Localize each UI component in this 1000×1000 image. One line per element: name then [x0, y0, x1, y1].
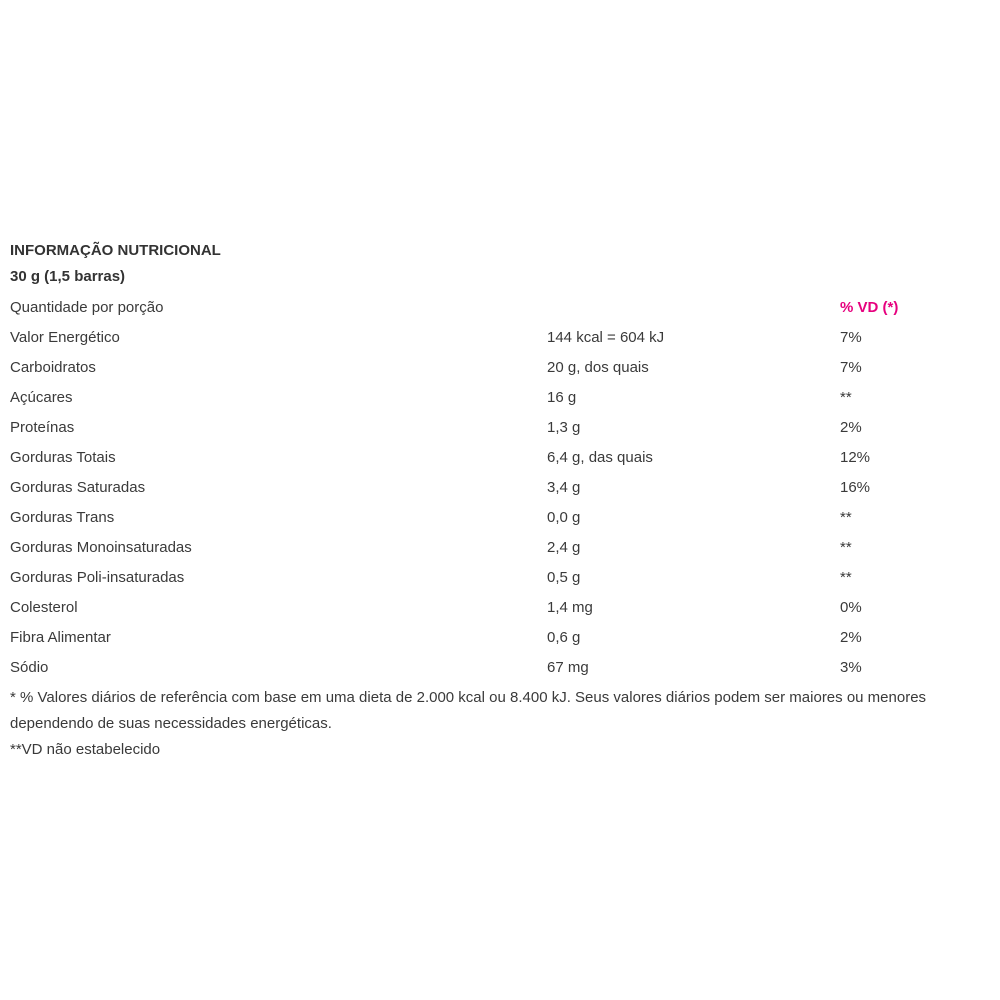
- nutrition-facts-panel: [10, 238, 990, 763]
- nutrient-vd: 0%: [840, 599, 862, 616]
- table-row: [10, 443, 990, 473]
- table-row: [10, 503, 990, 533]
- nutrient-vd: 2%: [840, 419, 862, 436]
- table-row: [10, 653, 990, 683]
- table-row: [10, 353, 990, 383]
- nutrient-amount: 2,4 g: [547, 539, 581, 556]
- nutrition-title: INFORMAÇÃO NUTRICIONAL: [10, 242, 221, 259]
- nutrient-vd: 3%: [840, 659, 862, 676]
- nutrient-name: Colesterol: [10, 599, 78, 616]
- nutrient-vd: 12%: [840, 449, 871, 466]
- nutrient-name: Gorduras Totais: [10, 449, 116, 466]
- nutrient-vd: 2%: [840, 629, 862, 646]
- nutrient-amount: 0,0 g: [547, 509, 581, 526]
- nutrient-name: Gorduras Monoinsaturadas: [10, 539, 192, 556]
- nutrient-name: Fibra Alimentar: [10, 629, 111, 646]
- nutrient-name: Gorduras Poli-insaturadas: [10, 569, 185, 586]
- quantity-per-portion-label: Quantidade por porção: [10, 299, 164, 316]
- table-row: [10, 563, 990, 593]
- table-row: [10, 623, 990, 653]
- vd-header-label: % VD (*): [840, 299, 899, 316]
- reference-footnote: * % Valores diários de referência com base em uma dieta de 2.000 kcal ou 8.400 kJ. Seus valores diários podem ser maiores ou menores dependendo de suas necessidades energéticas.: [10, 689, 927, 732]
- nutrient-amount: 67 mg: [547, 659, 589, 676]
- nutrient-vd: 7%: [840, 359, 862, 376]
- nutrient-amount: 1,3 g: [547, 419, 581, 436]
- nutrient-vd: **: [840, 389, 852, 406]
- nutrient-vd: 7%: [840, 329, 862, 346]
- nutrient-amount: 1,4 mg: [547, 599, 593, 616]
- nutrient-amount: 20 g, dos quais: [547, 359, 649, 376]
- table-header-row: [10, 293, 990, 323]
- nutrient-vd: 16%: [840, 479, 871, 496]
- not-established-footnote: **VD não estabelecido: [10, 741, 161, 758]
- nutrient-name: Carboidratos: [10, 359, 96, 376]
- nutrient-name: Gorduras Saturadas: [10, 479, 146, 496]
- nutrient-name: Sódio: [10, 659, 49, 676]
- nutrient-amount: 144 kcal = 604 kJ: [547, 329, 665, 346]
- table-row: [10, 383, 990, 413]
- nutrient-amount: 16 g: [547, 389, 577, 406]
- nutrient-amount: 0,5 g: [547, 569, 581, 586]
- nutrient-amount: 0,6 g: [547, 629, 581, 646]
- nutrient-name: Proteínas: [10, 419, 75, 436]
- nutrient-amount: 3,4 g: [547, 479, 581, 496]
- nutrient-name: Valor Energético: [10, 329, 120, 346]
- table-row: [10, 473, 990, 503]
- table-row: [10, 533, 990, 563]
- nutrient-vd: **: [840, 509, 852, 526]
- table-row: [10, 323, 990, 353]
- portion-size: 30 g (1,5 barras): [10, 268, 126, 285]
- nutrient-vd: **: [840, 569, 852, 586]
- table-row: [10, 593, 990, 623]
- nutrient-name: Açúcares: [10, 389, 73, 406]
- nutrient-amount: 6,4 g, das quais: [547, 449, 653, 466]
- nutrient-name: Gorduras Trans: [10, 509, 115, 526]
- nutrient-vd: **: [840, 539, 852, 556]
- table-row: [10, 413, 990, 443]
